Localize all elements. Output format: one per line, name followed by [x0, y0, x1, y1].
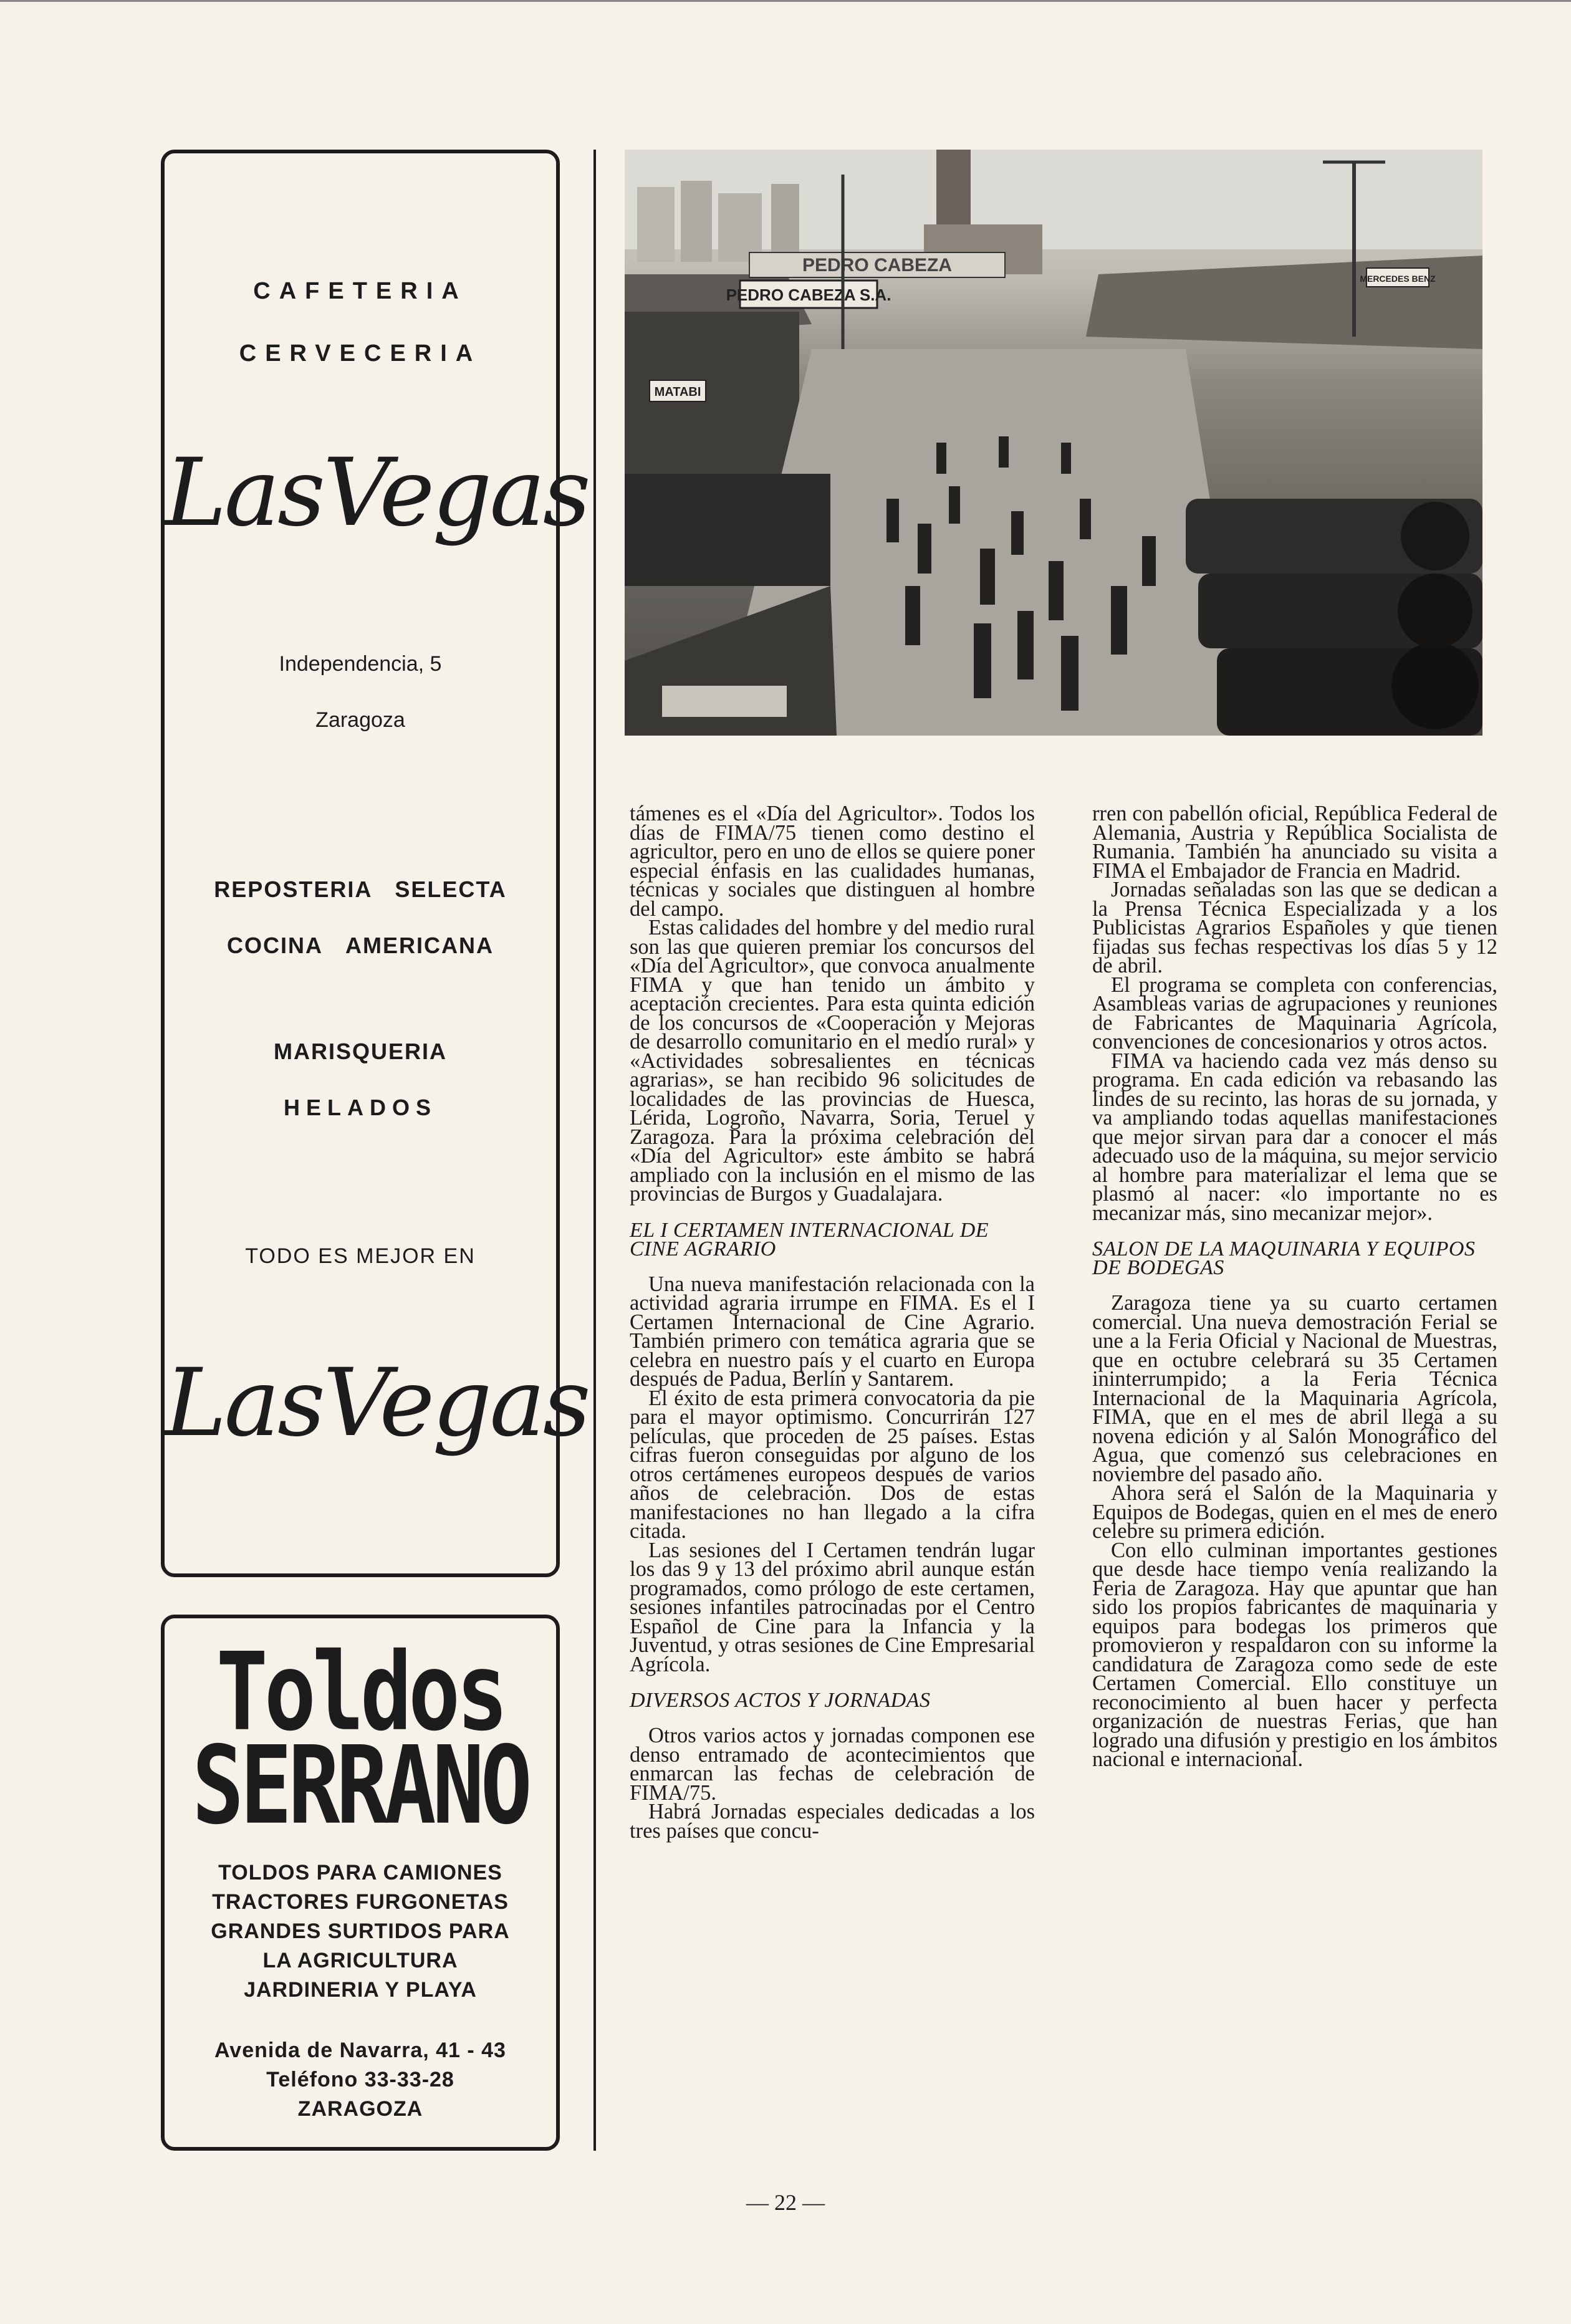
photo-sign-pedro-cabeza: PEDRO CABEZA S.A.	[726, 286, 891, 304]
article-paragraph: Jornadas señaladas son las que se dedican a la Prensa Técnica Especializada y a los Publicistas Agrarios Españoles y que tienen fijadas sus fechas respectivas los días 5 y 12 de abril.	[1092, 878, 1497, 977]
article-paragraph: Otros varios actos y jornadas componen ese denso entramado de acontecimientos que enmarcan las fechas de celebración de FIMA/75.	[630, 1724, 1035, 1805]
page-number: — 22 —	[746, 2190, 825, 2215]
photo-sign-matabi: MATABI	[654, 385, 701, 399]
ad-address: Independencia, 5	[279, 652, 442, 676]
toldos-city: ZARAGOZA	[297, 2097, 423, 2121]
fair-scene-illustration	[625, 150, 1482, 736]
article-paragraph: El programa se completa con conferencias, Asambleas varias de agrupaciones y reuniones de Fabricantes de Maquinaria Agrícola, convenciones de concesionarios y otros actos.	[1092, 972, 1497, 1054]
article-paragraph: támenes es el «Día del Agricultor». Todos los días de FIMA/75 tienen como destino el agricultor, pero en uno de ellos se quiere poner especial énfasis en las cualidades humanas, técnicas y sociales que distinguen al hombre del campo.	[630, 802, 1035, 921]
article-paragraph: Estas calidades del hombre y del medio rural son las que quieren premiar los concursos del «Día del Agricultor», que convoca anualmente FIMA y que han tenido un ámbito y aceptación crecientes. Para esta quinta edición de los concursos de «Cooperación y Mejoras de desarrollo comunitario en el medio rural» y «Actividades sobresalientes en técnicas agrarias», se han recibido 96 solicitudes de localidades de las provincias de Huesca, Lérida, Logroño, Navarra, Soria, Teruel y Zaragoza. Para la próxima celebración del «Día del Agricultor» este ámbito se habrá ampliado con la inclusión en el mismo de las provincias de Burgos y Guadalajara.	[630, 916, 1035, 1206]
photo-sign-mercedes: MERCEDES BENZ	[1360, 274, 1436, 284]
article-paragraph: rren con pabellón oficial, República Federal de Alemania, Austria y República Socialista de Rumania. También ha anunciado su visita a FIMA el Embajador de Francia en Madrid.	[1092, 802, 1497, 883]
article-paragraph: FIMA va haciendo cada vez más denso su programa. En cada edición va rebasando las lindes de su recinto, las horas de su jornada, y va ampliando todas aquellas manifestaciones que mejor sirvan para dar a conocer el más adecuado uso de la máquina, su mejor servicio al hombre para materializar el lema que se plasmó al nacer: «lo importante no es mecanizar más, sino mecanizar mejor».	[1092, 1049, 1497, 1225]
ad-cafeteria: CAFETERIA	[253, 278, 468, 304]
photo-sign-top: PEDRO CABEZA	[802, 255, 953, 276]
section-heading-diversos-actos: DIVERSOS ACTOS Y JORNADAS	[630, 1689, 931, 1712]
ad-slogan: TODO ES MEJOR EN	[245, 1244, 476, 1268]
ad-city: Zaragoza	[315, 708, 405, 732]
article-paragraph: Una nueva manifestación relacionada con la actividad agraria irrumpe en FIMA. Es el I Certamen Internacional de Cine Agrario. También primero con temática agraria que se celebra en nuestro país y el cuarto en Europa después de Padua, Berlín y Santarem.	[630, 1272, 1035, 1391]
article-column-2	[1092, 804, 1497, 1769]
lasvegas-logo-2: LasVegas	[165, 1349, 589, 1457]
toldos-product-line-4: LA AGRICULTURA	[262, 1949, 458, 1972]
article-paragraph: Las sesiones del I Certamen tendrán lugar los das 9 y 13 del próximo abril aunque están programados, como prólogo de este certamen, sesiones infantiles patrocinadas por el Centro Español de Cine para la Infancia y la Juventud, y otras sesiones de Cine Empresarial Agrícola.	[630, 1538, 1035, 1676]
ad-service-reposteria: REPOSTERIA SELECTA	[214, 876, 507, 902]
toldos-serrano-advertisement	[161, 1615, 560, 2151]
article-paragraph: Habrá Jornadas especiales dedicadas a los tres países que concu-	[630, 1800, 1035, 1843]
article-paragraph: Con ello culminan importantes gestiones que desde hace tiempo venía realizando la Feria de Zaragoza. Hay que apuntar que han sido los propios fabricantes de maquinaria y equipos para bodegas los primeros que promovieron y respaldaron con su informe la candidatura de Zaragoza como sede de este Certamen Comercial. Ello constituye un reconocimiento al buen hacer y perfecta organización de nuestras Ferias, que han logrado una difusión y prestigio en los ámbitos nacional e internacional.	[1092, 1538, 1497, 1771]
ad-cerveceria: CERVECERIA	[239, 340, 482, 367]
section-heading-salon-maquinaria: SALON DE LA MAQUINARIA Y EQUIPOS DE BODEGAS	[1092, 1237, 1476, 1279]
ad-service-marisqueria: MARISQUERIA	[273, 1039, 447, 1064]
toldos-brand: Toldos	[216, 1629, 505, 1755]
lasvegas-logo: LasVegas	[165, 439, 589, 547]
fair-photograph	[625, 150, 1482, 736]
article-paragraph: Zaragoza tiene ya su cuarto certamen comercial. Una nueva demostración Ferial se une a la Feria Oficial y Nacional de Muestras, que en octubre celebrará su 35 Certamen ininterrumpido; a la Feria Técnica Internacional de la Maquinaria Agrícola, FIMA, que en el mes de abril llega a su novena edición y al Salón Monográfico del Agua, que comenzó sus celebraciones en noviembre del pasado año.	[1092, 1291, 1497, 1486]
serrano-brand: SERRANO	[192, 1722, 529, 1848]
article-paragraph: Ahora será el Salón de la Maquinaria y Equipos de Bodegas, quien en el mes de enero celebre su primera edición.	[1092, 1481, 1497, 1543]
toldos-product-line-5: JARDINERIA Y PLAYA	[244, 1978, 477, 2002]
toldos-product-line-2: TRACTORES FURGONETAS	[212, 1890, 509, 1914]
toldos-product-line-1: TOLDOS PARA CAMIONES	[218, 1861, 502, 1885]
page-top-edge	[0, 0, 1571, 2]
column-divider	[593, 150, 596, 2151]
toldos-address: Avenida de Navarra, 41 - 43	[214, 2038, 506, 2062]
lasvegas-advertisement	[161, 150, 589, 1577]
toldos-phone: Teléfono 33-33-28	[266, 2068, 454, 2091]
article-paragraph: El éxito de esta primera convocatoria da pie para el mayor optimismo. Concurrirán 127 películas, que proceden de 25 países. Estas cifras fueron conseguidas por alguno de los otros certámenes europeos después de varios años de celebración. Dos de estas manifestaciones no han llegado a la cifra citada.	[630, 1386, 1035, 1543]
toldos-product-line-3: GRANDES SURTIDOS PARA	[211, 1919, 510, 1943]
ad-service-cocina: COCINA AMERICANA	[226, 933, 494, 958]
section-heading-cine-agrario: EL I CERTAMEN INTERNACIONAL DE CINE AGRARIO	[630, 1218, 989, 1260]
ad-service-helados: HELADOS	[283, 1095, 437, 1120]
article-column-1	[630, 802, 1035, 1843]
